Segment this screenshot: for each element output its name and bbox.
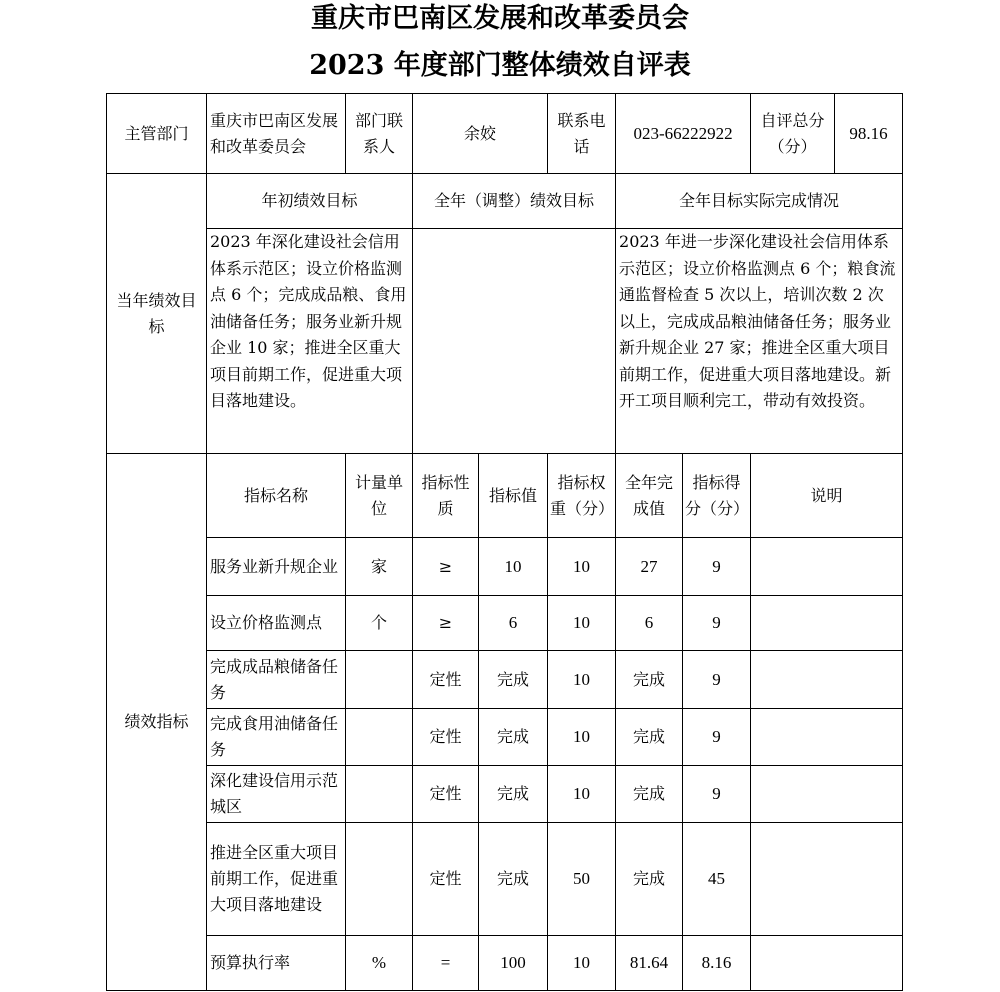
indicator-actual: 6: [616, 596, 683, 651]
table-row: [107, 823, 903, 936]
indicator-nature: ≥: [413, 538, 479, 596]
indicator-name: 完成成品粮储备任务: [207, 651, 346, 709]
indicator-nature: 定性: [413, 766, 479, 823]
initial-goal-text: 2023 年深化建设社会信用体系示范区；设立价格监测点 6 个；完成成品粮、食用油储备任务；服务业新升规企业 10 家；推进全区重大项目前期工作，促进重大项目落地建设。: [207, 229, 413, 454]
table-row: [107, 766, 903, 823]
indicator-name: 服务业新升规企业: [207, 538, 346, 596]
indicator-unit: [346, 766, 413, 823]
indicator-value: 完成: [479, 651, 548, 709]
indicator-value: 6: [479, 596, 548, 651]
indicator-score: 9: [683, 709, 751, 766]
header-nature: 指标性质: [413, 454, 479, 538]
document-title: 重庆市巴南区发展和改革委员会: [311, 3, 689, 34]
indicator-score: 9: [683, 596, 751, 651]
header-value: 指标值: [479, 454, 548, 538]
header-unit: 计量单位: [346, 454, 413, 538]
indicator-note: [751, 823, 903, 936]
indicator-weight: 10: [548, 936, 616, 991]
indicator-value: 完成: [479, 766, 548, 823]
actual-completion-text: 2023 年进一步深化建设社会信用体系示范区；设立价格监测点 6 个；粮食流通监督检查 5 次以上，培训次数 2 次以上，完成成品粮油储备任务；服务业新升规企业 27 家；推进全区重大项目前期工作，促进重大项目落地建设。新开工项目顺利完工，带动有效投资。: [616, 229, 903, 454]
indicator-weight: 10: [548, 709, 616, 766]
score-value: 98.16: [835, 94, 903, 174]
col-actual-completion: 全年目标实际完成情况: [616, 174, 903, 229]
contact-label: 部门联系人: [346, 94, 413, 174]
indicator-actual: 完成: [616, 709, 683, 766]
indicator-unit: [346, 651, 413, 709]
table-row: [107, 651, 903, 709]
indicator-name: 预算执行率: [207, 936, 346, 991]
document-subtitle: 2023 年度部门整体绩效自评表: [309, 50, 691, 81]
indicator-score: 8.16: [683, 936, 751, 991]
indicator-nature: 定性: [413, 709, 479, 766]
indicator-unit: %: [346, 936, 413, 991]
indicator-unit: [346, 823, 413, 936]
indicator-score: 9: [683, 538, 751, 596]
indicator-unit: 家: [346, 538, 413, 596]
indicator-nature: 定性: [413, 823, 479, 936]
header-score: 指标得分（分）: [683, 454, 751, 538]
phone-label: 联系电话: [548, 94, 616, 174]
indicator-nature: 定性: [413, 651, 479, 709]
indicator-value: 完成: [479, 709, 548, 766]
indicator-weight: 10: [548, 538, 616, 596]
col-initial-goal: 年初绩效目标: [207, 174, 413, 229]
indicator-nature: =: [413, 936, 479, 991]
table-row: [107, 596, 903, 651]
dept-label: 主管部门: [107, 94, 207, 174]
indicator-unit: 个: [346, 596, 413, 651]
indicator-actual: 完成: [616, 766, 683, 823]
indicator-weight: 10: [548, 766, 616, 823]
indicator-name: 设立价格监测点: [207, 596, 346, 651]
indicator-name: 完成食用油储备任务: [207, 709, 346, 766]
indicator-note: [751, 596, 903, 651]
indicators-section-label: 绩效指标: [107, 454, 207, 991]
indicator-actual: 27: [616, 538, 683, 596]
indicator-unit: [346, 709, 413, 766]
dept-value: 重庆市巴南区发展和改革委员会: [207, 94, 346, 174]
header-note: 说明: [751, 454, 903, 538]
indicator-note: [751, 651, 903, 709]
indicator-actual: 完成: [616, 823, 683, 936]
indicator-actual: 81.64: [616, 936, 683, 991]
contact-value: 余姣: [413, 94, 548, 174]
table-row: [107, 936, 903, 991]
indicator-value: 100: [479, 936, 548, 991]
indicator-note: [751, 936, 903, 991]
score-label: 自评总分（分）: [751, 94, 835, 174]
header-weight: 指标权重（分）: [548, 454, 616, 538]
phone-value: 023-66222922: [616, 94, 751, 174]
indicator-nature: ≥: [413, 596, 479, 651]
table-row: [107, 709, 903, 766]
indicator-score: 45: [683, 823, 751, 936]
table-row: [107, 538, 903, 596]
indicator-name: 深化建设信用示范城区: [207, 766, 346, 823]
indicator-score: 9: [683, 766, 751, 823]
indicator-note: [751, 766, 903, 823]
header-actual: 全年完成值: [616, 454, 683, 538]
indicator-value: 完成: [479, 823, 548, 936]
col-adjusted-goal: 全年（调整）绩效目标: [413, 174, 616, 229]
indicator-weight: 10: [548, 651, 616, 709]
indicator-weight: 10: [548, 596, 616, 651]
indicator-value: 10: [479, 538, 548, 596]
indicator-note: [751, 538, 903, 596]
adjusted-goal-text: [413, 229, 616, 454]
performance-table: [106, 93, 903, 991]
indicator-score: 9: [683, 651, 751, 709]
header-name: 指标名称: [207, 454, 346, 538]
goals-section-label: 当年绩效目标: [107, 174, 207, 454]
indicator-weight: 50: [548, 823, 616, 936]
indicator-note: [751, 709, 903, 766]
indicator-name: 推进全区重大项目前期工作，促进重大项目落地建设: [207, 823, 346, 936]
indicator-actual: 完成: [616, 651, 683, 709]
